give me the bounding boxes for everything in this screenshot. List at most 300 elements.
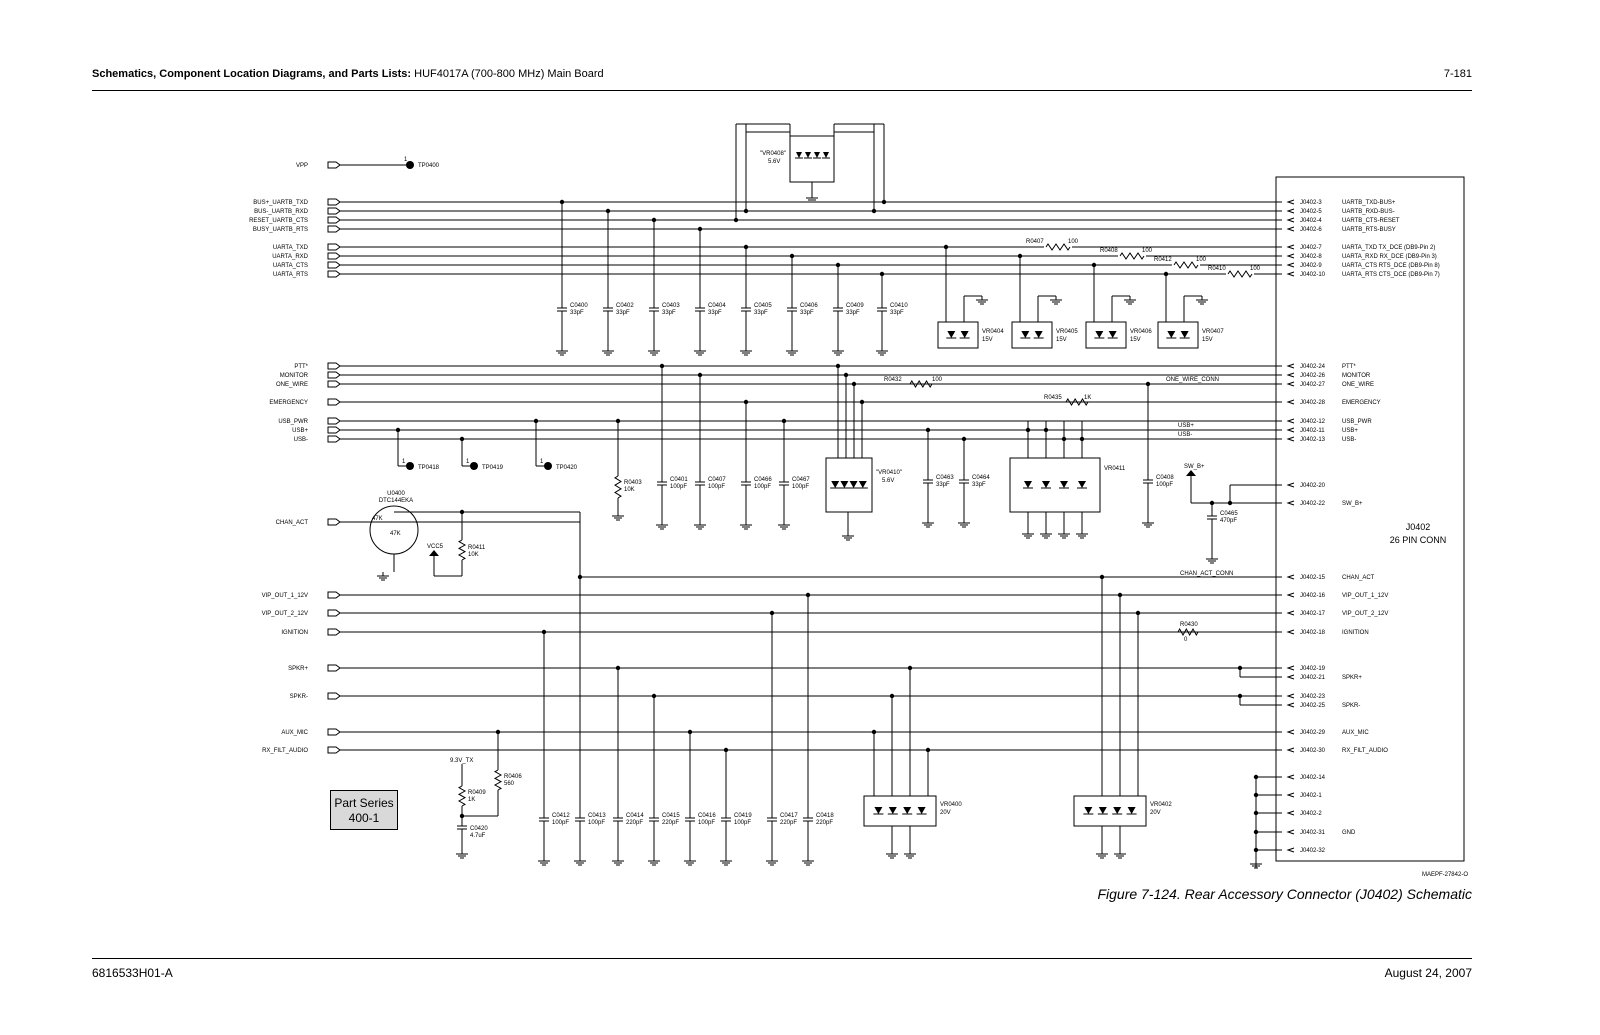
connector-pin-name: CHAN_ACT	[1342, 575, 1375, 581]
connector-arrow-icon	[1288, 848, 1294, 852]
connector-pin-number: J0402-32	[1300, 848, 1326, 854]
diode-icon	[1109, 331, 1117, 338]
transistor-u0400	[370, 506, 418, 554]
connector-arrow-icon	[1288, 373, 1294, 377]
power-arrow-icon	[429, 550, 439, 556]
tvs-array-VR0404	[938, 322, 978, 348]
net-port-icon	[328, 199, 340, 205]
capacitor-value: 100pF	[670, 484, 688, 490]
connector-pin-name: MONITOR	[1342, 373, 1371, 379]
connector-pin-name: SPKR+	[1342, 675, 1362, 681]
net-port-icon	[328, 381, 340, 387]
net-label-15: USB-	[293, 437, 308, 443]
diode-icon	[805, 152, 811, 158]
net-label-16: CHAN_ACT	[275, 520, 308, 526]
connector-arrow-icon	[1288, 227, 1294, 231]
resistor-value: 100	[1142, 248, 1153, 254]
net-port-icon	[328, 244, 340, 250]
resistor-ref: R0408	[1100, 248, 1118, 254]
resistor-R0430	[1178, 629, 1198, 635]
power-label: VCC5	[427, 544, 444, 550]
connector-arrow-icon	[1288, 483, 1294, 487]
tvs-array-vr0402	[1074, 796, 1146, 826]
connector-pin-name: UARTA_TXD TX_DCE (DB9-Pin 2)	[1342, 245, 1436, 251]
connector-pin-name: USB-	[1342, 437, 1357, 443]
diode-icon	[1113, 807, 1121, 814]
net-port-icon	[328, 610, 340, 616]
resistor-ref: R0406	[504, 774, 522, 780]
connector-arrow-icon	[1288, 501, 1294, 505]
net-port-icon	[328, 363, 340, 369]
junction-dot	[1254, 830, 1258, 834]
resistor-ref: R0435	[1044, 395, 1062, 401]
capacitor-value: 100pF	[1156, 482, 1174, 488]
net-port-icon	[328, 399, 340, 405]
diode-icon	[796, 152, 802, 158]
resistor-ref: R0411	[468, 545, 486, 551]
connector-pin-number: J0402-13	[1300, 437, 1326, 443]
diode-icon	[1099, 807, 1107, 814]
resistor-ref: R0407	[1026, 239, 1044, 245]
tvs-value: 20V	[940, 810, 951, 816]
tvs-ref: VR0400	[940, 802, 962, 808]
net-label-23: RX_FILT_AUDIO	[262, 748, 308, 754]
tvs-ref: "VR0410"	[876, 470, 902, 476]
net-label-12: EMERGENCY	[269, 400, 308, 406]
net-label-21: SPKR-	[289, 694, 308, 700]
diode-icon	[814, 152, 820, 158]
test-point-ref: TP0419	[482, 465, 504, 471]
connector-pin-number: J0402-4	[1300, 218, 1322, 224]
resistor-ref: R0432	[884, 377, 902, 383]
capacitor-ref: C0420	[470, 826, 488, 832]
connector-pin-name: VIP_OUT_2_12V	[1342, 611, 1389, 617]
connector-arrow-icon	[1288, 200, 1294, 204]
tvs-array-VR0406	[1086, 322, 1126, 348]
connector-arrow-icon	[1288, 775, 1294, 779]
transistor-r1: 47K	[372, 516, 383, 522]
resistor-R0409	[459, 786, 465, 806]
connector-pin-name: UARTB_RXD-BUS-	[1342, 209, 1395, 215]
diode-icon	[831, 481, 839, 488]
connector-pin-number: J0402-7	[1300, 245, 1322, 251]
capacitor-ref: C0415	[662, 813, 680, 819]
capacitor-ref: C0464	[972, 475, 990, 481]
connector-pin-name: GND	[1342, 830, 1356, 836]
diode-icon	[850, 481, 858, 488]
resistor-value: 1K	[468, 797, 476, 803]
net-label-1: BUS+_UARTB_TXD	[253, 200, 308, 206]
capacitor-ref: C0463	[936, 475, 954, 481]
resistor-value: 100	[1250, 266, 1261, 272]
net-label-usb-plus: USB+	[1178, 423, 1194, 429]
connector-pin-name: IGNITION	[1342, 630, 1369, 636]
part-series-box	[330, 790, 398, 830]
resistor-value: 100	[1196, 257, 1207, 263]
tvs-array-vr0411	[1010, 458, 1100, 512]
connector-ref: J0402	[1405, 522, 1431, 532]
diode-icon	[874, 807, 882, 814]
capacitor-ref: C0417	[780, 813, 798, 819]
connector-arrow-icon	[1288, 611, 1294, 615]
tvs-array-VR0405	[1012, 322, 1052, 348]
capacitor-ref: C0467	[792, 477, 810, 483]
capacitor-value: 100pF	[754, 484, 772, 490]
tvs-ref: VR0402	[1150, 802, 1172, 808]
diode-icon	[903, 807, 911, 814]
resistor-ref: R0410	[1208, 266, 1226, 272]
connector-pin-number: J0402-20	[1300, 483, 1326, 489]
connector-arrow-icon	[1288, 272, 1294, 276]
capacitor-value: 33pF	[616, 310, 630, 316]
resistor-R0432	[910, 381, 932, 387]
capacitor-ref: C0418	[816, 813, 834, 819]
tvs-value: 15V	[1056, 337, 1067, 343]
tvs-value: 15V	[982, 337, 993, 343]
capacitor-ref: C0400	[570, 303, 588, 309]
connector-arrow-icon	[1288, 630, 1294, 634]
net-port-icon	[328, 629, 340, 635]
capacitor-value: 33pF	[754, 310, 768, 316]
connector-arrow-icon	[1288, 811, 1294, 815]
diode-icon	[961, 331, 969, 338]
connector-pin-number: J0402-3	[1300, 200, 1322, 206]
tvs-ref: VR0405	[1056, 329, 1078, 335]
connector-pin-name: UARTA_CTS RTS_DCE (DB9-Pin 8)	[1342, 263, 1440, 269]
connector-pin-name: RX_FILT_AUDIO	[1342, 748, 1388, 754]
connector-desc: 26 PIN CONN	[1389, 535, 1447, 545]
capacitor-value: 33pF	[936, 482, 950, 488]
tvs-ref: VR0406	[1130, 329, 1152, 335]
capacitor-value: 33pF	[662, 310, 676, 316]
connector-pin-number: J0402-9	[1300, 263, 1322, 269]
tvs-value: 5.6V	[882, 478, 895, 484]
net-port-icon	[328, 226, 340, 232]
net-port-icon	[328, 519, 340, 525]
net-label-13: USB_PWR	[278, 419, 308, 425]
connector-pin-number: J0402-12	[1300, 419, 1326, 425]
tvs-array-vr0400	[864, 796, 936, 826]
capacitor-ref: C0412	[552, 813, 570, 819]
connector-arrow-icon	[1288, 400, 1294, 404]
junction-dot	[1228, 501, 1232, 505]
connector-pin-number: J0402-24	[1300, 364, 1326, 370]
junction-dot	[1238, 666, 1242, 670]
connector-pin-number: J0402-25	[1300, 703, 1326, 709]
resistor-R0403	[615, 476, 621, 498]
capacitor-value: 100pF	[708, 484, 726, 490]
capacitor-value: 100pF	[588, 820, 606, 826]
resistor-ref: R0409	[468, 790, 486, 796]
capacitor-ref: C0410	[890, 303, 908, 309]
diode-icon	[1095, 331, 1103, 338]
connector-pin-name: AUX_MIC	[1342, 730, 1369, 736]
capacitor-value: 33pF	[846, 310, 860, 316]
net-port-icon	[328, 418, 340, 424]
test-point-icon	[406, 462, 414, 470]
diode-icon	[1021, 331, 1029, 338]
connector-pin-number: J0402-22	[1300, 501, 1326, 507]
capacitor-value: 220pF	[816, 820, 834, 826]
connector-pin-name: VIP_OUT_1_12V	[1342, 593, 1389, 599]
diode-icon	[1035, 331, 1043, 338]
capacitor-ref: C0403	[662, 303, 680, 309]
connector-pin-number: J0402-15	[1300, 575, 1326, 581]
capacitor-value: 100pF	[698, 820, 716, 826]
connector-pin-number: J0402-16	[1300, 593, 1326, 599]
junction-dot	[882, 200, 886, 204]
net-label-one-wire-conn: ONE_WIRE_CONN	[1166, 377, 1220, 383]
capacitor-value: 100pF	[552, 820, 570, 826]
capacitor-ref: C0414	[626, 813, 644, 819]
connector-pin-name: SW_B+	[1342, 501, 1363, 507]
connector-pin-number: J0402-29	[1300, 730, 1326, 736]
connector-pin-number: J0402-6	[1300, 227, 1322, 233]
connector-pin-number: J0402-18	[1300, 630, 1326, 636]
connector-pin-number: J0402-17	[1300, 611, 1326, 617]
capacitor-ref: C0408	[1156, 475, 1174, 481]
power-label: SW_B+	[1184, 464, 1205, 470]
diode-icon	[840, 481, 848, 488]
net-label-17: VIP_OUT_1_12V	[261, 593, 308, 599]
connector-pin-number: J0402-11	[1300, 428, 1325, 434]
resistor-value: 10K	[624, 487, 635, 493]
connector-pin-name: ONE_WIRE	[1342, 382, 1375, 388]
tvs-value: 20V	[1150, 810, 1161, 816]
part-series-line1: Part Series	[334, 796, 394, 810]
connector-pin-number: J0402-8	[1300, 254, 1322, 260]
net-label-5: UARTA_TXD	[272, 245, 308, 251]
diode-icon	[947, 331, 955, 338]
tvs-ref: VR0404	[982, 329, 1004, 335]
net-port-icon	[328, 253, 340, 259]
figure-caption: Figure 7-124. Rear Accessory Connector (J0402) Schematic	[1097, 886, 1472, 902]
tvs-array-VR0407	[1158, 322, 1198, 348]
connector-arrow-icon	[1288, 748, 1294, 752]
transistor-ref: U0400	[387, 491, 405, 497]
connector-pin-number: J0402-23	[1300, 694, 1326, 700]
connector-pin-number: J0402-2	[1300, 811, 1322, 817]
page-header-title: Schematics, Component Location Diagrams, and Parts Lists: HUF4017A (700-800 MHz) Main Board	[92, 68, 604, 80]
capacitor-value: 470pF	[1220, 518, 1238, 524]
net-label-6: UARTA_RXD	[272, 254, 308, 260]
junction-dot	[744, 209, 748, 213]
capacitor-ref: C0406	[800, 303, 818, 309]
net-label-usb-minus: USB-	[1178, 432, 1193, 438]
net-label-20: SPKR+	[288, 666, 308, 672]
net-label-7: UARTA_CTS	[272, 263, 308, 269]
diode-icon	[1042, 481, 1050, 488]
connector-j0402	[1276, 177, 1464, 861]
resistor-R0406	[495, 770, 501, 790]
net-label-14: USB+	[292, 428, 308, 434]
diode-icon	[823, 152, 829, 158]
tvs-value: 5.6V	[768, 159, 781, 165]
capacitor-value: 220pF	[780, 820, 798, 826]
net-port-icon	[328, 427, 340, 433]
connector-pin-number: J0402-28	[1300, 400, 1326, 406]
diode-icon	[889, 807, 897, 814]
capacitor-ref: C0407	[708, 477, 726, 483]
capacitor-ref: C0419	[734, 813, 752, 819]
junction-dot	[734, 218, 738, 222]
power-label: 9.3V_TX	[450, 758, 474, 764]
connector-pin-name: EMERGENCY	[1342, 400, 1381, 406]
connector-pin-number: J0402-21	[1300, 675, 1326, 681]
connector-pin-name: SPKR-	[1342, 703, 1361, 709]
net-label-9: PTT*	[294, 364, 308, 370]
connector-arrow-icon	[1288, 254, 1294, 258]
capacitor-ref: C0405	[754, 303, 772, 309]
connector-arrow-icon	[1288, 675, 1294, 679]
net-label-22: AUX_MIC	[281, 730, 308, 736]
connector-pin-number: J0402-31	[1300, 830, 1326, 836]
footer-date: August 24, 2007	[1384, 966, 1472, 980]
connector-arrow-icon	[1288, 830, 1294, 834]
junction-dot	[1254, 793, 1258, 797]
connector-pin-name: UARTA_RXD RX_DCE (DB9-Pin 3)	[1342, 254, 1437, 260]
test-point-ref: TP0418	[418, 465, 440, 471]
net-label-11: ONE_WIRE	[275, 382, 308, 388]
diode-icon	[1167, 331, 1175, 338]
capacitor-ref: C0404	[708, 303, 726, 309]
diode-icon	[1060, 481, 1068, 488]
page-number: 7-181	[1443, 68, 1472, 80]
diode-icon	[1128, 807, 1136, 814]
tvs-value: 15V	[1202, 337, 1213, 343]
pin-number: 1	[466, 459, 470, 465]
net-label-18: VIP_OUT_2_12V	[261, 611, 308, 617]
net-label-chan-act-conn: CHAN_ACT_CONN	[1180, 571, 1234, 577]
resistor-value: 1K	[1084, 395, 1092, 401]
net-label-8: UARTA_RTS	[272, 272, 308, 278]
transistor-part: DTC144EKA	[378, 498, 414, 504]
tvs-value: 15V	[1130, 337, 1141, 343]
pin-number: 1	[540, 459, 544, 465]
resistor-ref: R0412	[1154, 257, 1172, 263]
capacitor-ref: C0465	[1220, 511, 1238, 517]
capacitor-value: 33pF	[890, 310, 904, 316]
capacitor-value: 33pF	[708, 310, 722, 316]
net-label-4: BUSY_UARTB_RTS	[252, 227, 308, 233]
net-label-10: MONITOR	[279, 373, 308, 379]
resistor-R0411	[459, 540, 465, 560]
resistor-value: 10K	[468, 552, 479, 558]
capacitor-ref: C0466	[754, 477, 772, 483]
capacitor-ref: C0401	[670, 477, 688, 483]
connector-arrow-icon	[1288, 730, 1294, 734]
connector-pin-number: J0402-1	[1300, 793, 1322, 799]
capacitor-ref: C0409	[846, 303, 864, 309]
connector-pin-number: J0402-30	[1300, 748, 1326, 754]
capacitor-value: 33pF	[570, 310, 584, 316]
net-label-2: BUS-_UARTB_RXD	[254, 209, 308, 215]
pin-number: 1	[402, 459, 406, 465]
tvs-array-vr0408	[790, 136, 834, 182]
connector-arrow-icon	[1288, 793, 1294, 797]
net-label-19: IGNITION	[281, 630, 308, 636]
capacitor-value: 220pF	[626, 820, 644, 826]
diode-icon	[859, 481, 867, 488]
test-point-ref: TP0420	[556, 465, 578, 471]
connector-arrow-icon	[1288, 419, 1294, 423]
capacitor-value: 4.7uF	[470, 833, 486, 839]
diode-icon	[1084, 807, 1092, 814]
diode-icon	[1078, 481, 1086, 488]
tvs-ref: "VR0408"	[760, 151, 786, 157]
junction-dot	[872, 209, 876, 213]
resistor-value: 100	[1068, 239, 1079, 245]
connector-arrow-icon	[1288, 703, 1294, 707]
connector-arrow-icon	[1288, 209, 1294, 213]
connector-pin-number: J0402-27	[1300, 382, 1326, 388]
connector-pin-name: UARTB_TXD-BUS+	[1342, 200, 1396, 206]
connector-arrow-icon	[1288, 694, 1294, 698]
junction-dot	[1254, 811, 1258, 815]
tvs-ref: VR0411	[1104, 466, 1126, 472]
pin-number: 1	[404, 157, 408, 163]
resistor-ref: R0403	[624, 480, 642, 486]
capacitor-ref: C0416	[698, 813, 716, 819]
junction-dot	[1254, 848, 1258, 852]
connector-pin-name: USB_PWR	[1342, 419, 1372, 425]
connector-arrow-icon	[1288, 428, 1294, 432]
junction-dot	[1254, 775, 1258, 779]
net-port-icon	[328, 262, 340, 268]
connector-pin-name: UARTB_RTS-BUSY	[1342, 227, 1396, 233]
capacitor-value: 100pF	[734, 820, 752, 826]
resistor-value: 560	[504, 781, 515, 787]
connector-arrow-icon	[1288, 382, 1294, 386]
diode-icon	[1024, 481, 1032, 488]
net-port-icon	[328, 217, 340, 223]
connector-pin-name: UARTB_CTS-RESET	[1342, 218, 1400, 224]
net-port-icon	[328, 208, 340, 214]
net-label-3: RESET_UARTB_CTS	[249, 218, 308, 224]
net-port-icon	[328, 162, 340, 168]
diode-icon	[918, 807, 926, 814]
test-point-icon	[470, 462, 478, 470]
resistor-ref: R0430	[1180, 622, 1198, 628]
tvs-ref: VR0407	[1202, 329, 1224, 335]
footer-doc-number: 6816533H01-A	[92, 966, 173, 980]
net-label-0: VPP	[295, 163, 308, 169]
drawing-id: MAEPF-27842-O	[1421, 872, 1468, 878]
connector-arrow-icon	[1288, 218, 1294, 222]
part-series-line2: 400-1	[348, 811, 380, 825]
net-port-icon	[328, 729, 340, 735]
power-arrow-icon	[1186, 470, 1196, 476]
junction-dot	[1238, 694, 1242, 698]
capacitor-ref: C0402	[616, 303, 634, 309]
diode-icon	[1181, 331, 1189, 338]
net-port-icon	[328, 693, 340, 699]
connector-arrow-icon	[1288, 593, 1294, 597]
capacitor-value: 100pF	[792, 484, 810, 490]
footer-rule	[92, 958, 1472, 959]
net-port-icon	[328, 747, 340, 753]
net-port-icon	[328, 592, 340, 598]
tvs-array-vr0410	[826, 458, 872, 512]
net-port-icon	[328, 271, 340, 277]
net-port-icon	[328, 436, 340, 442]
connector-arrow-icon	[1288, 666, 1294, 670]
connector-arrow-icon	[1288, 263, 1294, 267]
capacitor-value: 33pF	[800, 310, 814, 316]
capacitor-value: 33pF	[972, 482, 986, 488]
connector-pin-name: UARTA_RTS CTS_DCE (DB9-Pin 7)	[1342, 272, 1440, 278]
connector-pin-number: J0402-5	[1300, 209, 1322, 215]
